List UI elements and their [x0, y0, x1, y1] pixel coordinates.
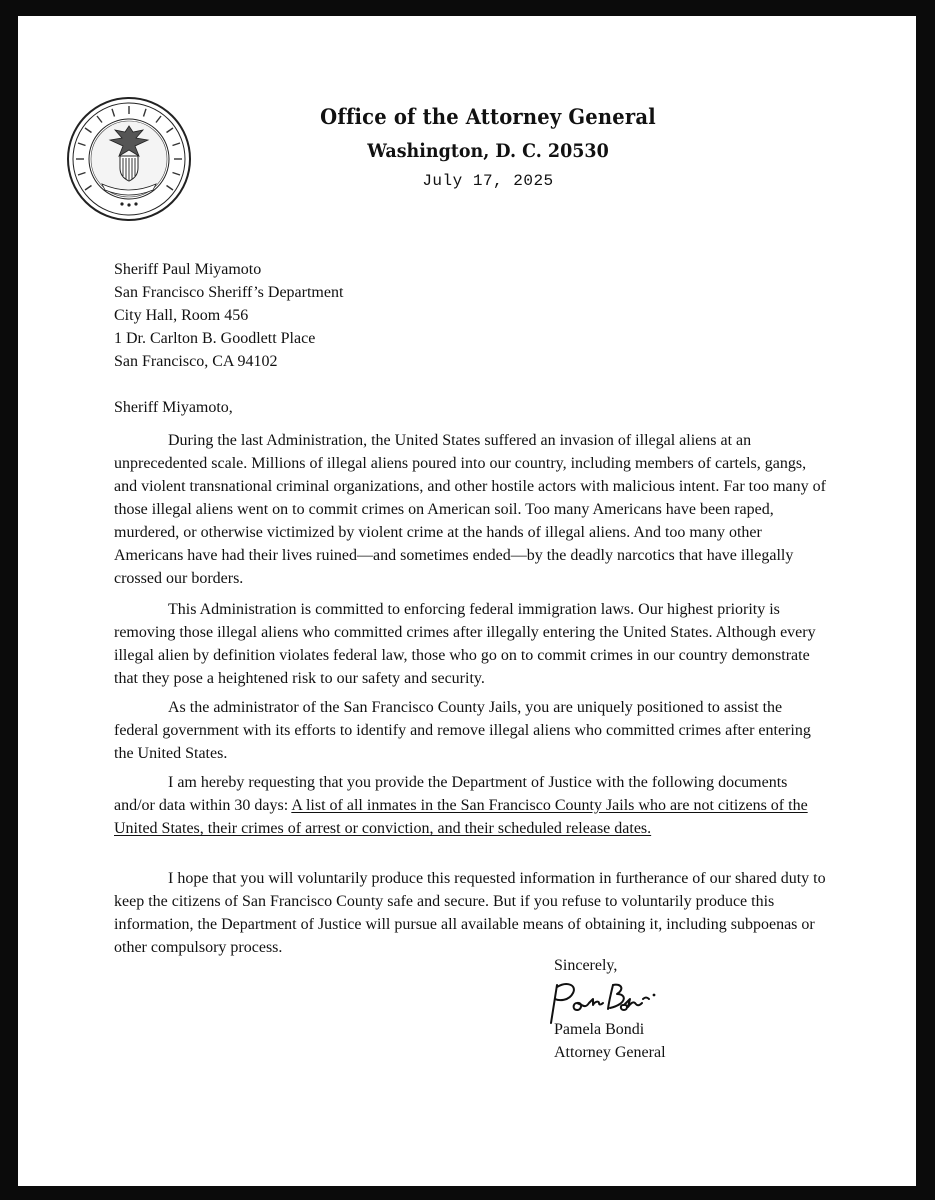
letter-page — [18, 16, 916, 1186]
valediction: Sincerely, — [554, 957, 618, 974]
request-details: A list of all inmates in the San Francisco County Jails who are not citizens of the United States, their crimes of arrest or conviction, and their scheduled release dates. — [114, 797, 808, 837]
recipient-building: City Hall, Room 456 — [114, 307, 249, 324]
body-paragraph-5: I hope that you will voluntarily produce this requested information in furtherance of our shared duty to keep the citizens of San Francisco County safe and secure. But if you refuse to voluntarily produce this information, the Department of Justice will pursue all available means of obtaining it, including subpoenas or other compulsory process. — [114, 870, 826, 956]
signature-block — [554, 1018, 666, 1064]
recipient-city: San Francisco, CA 94102 — [114, 353, 278, 370]
body-paragraph-3: As the administrator of the San Francisco County Jails, you are uniquely positioned to assist the federal government with its efforts to identify and remove illegal aliens who committed crimes after entering the United States. — [114, 699, 811, 762]
signer-title: Attorney General — [554, 1044, 666, 1061]
letterhead-title: Office of the Attorney General — [320, 104, 656, 129]
salutation: Sheriff Miyamoto, — [114, 399, 233, 416]
signer-name: Pamela Bondi — [554, 1021, 645, 1038]
recipient-street: 1 Dr. Carlton B. Goodlett Place — [114, 330, 316, 347]
body-paragraph-2: This Administration is committed to enforcing federal immigration laws. Our highest priority is removing those illegal aliens who committed crimes after illegally entering the United States. Although every illegal alien by definition violates federal law, those who go on to commit crimes in our country demonstrate that they pose a heightened risk to our safety and security. — [114, 601, 816, 687]
body-paragraph-1: During the last Administration, the United States suffered an invasion of illegal aliens at an unprecedented scale. Millions of illegal aliens poured into our country, including members of cartels, gangs, and violent transnational criminal organizations, and other hostile actors with malicious intent. Far too many of those illegal aliens went on to commit crimes on American soil. Too many Americans have been raped, murdered, or otherwise victimized by violent crime at the hands of illegal aliens. And too many other Americans have had their lives ruined—and sometimes ended—by the deadly narcotics that have illegally crossed our borders. — [114, 432, 826, 587]
body-paragraph-4 — [114, 771, 826, 840]
letter-date: July 17, 2025 — [422, 172, 554, 190]
doj-seal-icon — [66, 96, 192, 222]
letterhead-city: Washington, D. C. 20530 — [367, 140, 609, 162]
recipient-department: San Francisco Sheriff’s Department — [114, 284, 344, 301]
recipient-name: Sheriff Paul Miyamoto — [114, 261, 262, 278]
request-intro: I am hereby requesting that you provide the Department of Justice with the following documents and/or data within 30 days: — [114, 774, 788, 814]
recipient-address — [114, 258, 343, 373]
